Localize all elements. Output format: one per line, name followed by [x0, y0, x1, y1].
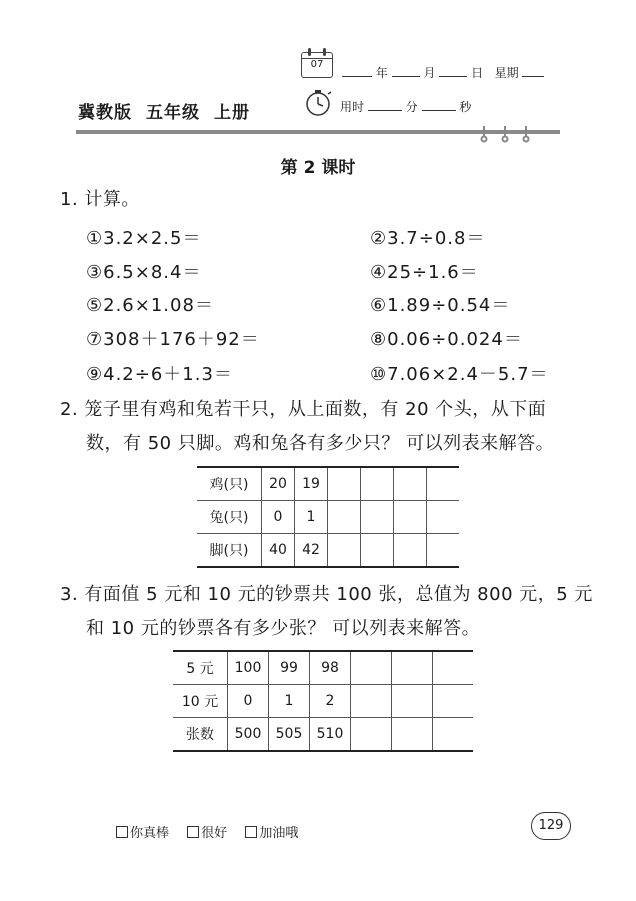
table-cell [427, 534, 460, 568]
binder-rings-decoration [478, 124, 538, 144]
question-3-line-1: 有面值 5 元和 10 元的钞票共 100 张，总值为 800 元，5 元 [84, 584, 593, 605]
table-cell: 2 [310, 685, 351, 718]
rating-option[interactable]: 你真棒 [116, 826, 169, 841]
checkbox-icon[interactable] [187, 826, 199, 838]
calc-item: ④25÷1.6＝ [370, 262, 479, 283]
table-row [197, 467, 459, 501]
table-cell [361, 534, 394, 568]
table-cell: 40 [262, 534, 295, 568]
rating-options [116, 822, 312, 841]
table-cell: 1 [269, 685, 310, 718]
calc-item: ⑧0.06÷0.024＝ [370, 329, 523, 350]
table-cell: 100 [228, 651, 269, 685]
table-cell: 0 [228, 685, 269, 718]
table-cell [392, 718, 433, 752]
question-2-text [60, 393, 590, 461]
question-3-number: 3. [60, 584, 79, 605]
calc-item: ②3.7÷0.8＝ [370, 228, 486, 249]
question-2-line-2: 数，有 50 只脚。鸡和兔各有多少只？ 可以列表来解答。 [86, 433, 555, 454]
table-cell [394, 501, 427, 534]
seconds-label: 秒 [459, 100, 472, 114]
calc-item: ③6.5×8.4＝ [86, 262, 202, 283]
minutes-label: 分 [405, 100, 418, 114]
lesson-title: 第 2 课时 [280, 158, 356, 178]
calc-item: ⑤2.6×1.08＝ [86, 295, 214, 316]
table-cell [328, 534, 361, 568]
calc-item: ⑨4.2÷6＋1.3＝ [86, 364, 233, 385]
table-cell [433, 651, 474, 685]
table-cell: 20 [262, 467, 295, 501]
stopwatch-icon [304, 89, 334, 117]
table-cell [433, 718, 474, 752]
question-3-line-2: 和 10 元的钞票各有多少张？ 可以列表来解答。 [86, 618, 481, 639]
row-header-cell: 兔(只) [197, 501, 262, 534]
book-publisher: 冀教版 [78, 103, 132, 123]
question-3-table [173, 650, 473, 752]
table-cell: 98 [310, 651, 351, 685]
book-grade: 五年级 [146, 103, 200, 123]
table-cell [392, 651, 433, 685]
question-2-line-1: 笼子里有鸡和兔若干只，从上面数，有 20 个头，从下面 [84, 399, 547, 420]
book-title [78, 98, 264, 123]
table-cell: 0 [262, 501, 295, 534]
table-cell [427, 501, 460, 534]
table-row [173, 685, 473, 718]
year-label: 年 [375, 66, 388, 80]
table-cell: 1 [295, 501, 328, 534]
table-cell [392, 685, 433, 718]
table-cell [394, 467, 427, 501]
table-cell [361, 467, 394, 501]
table-row [197, 501, 459, 534]
time-fields [340, 98, 471, 115]
table-cell [433, 685, 474, 718]
row-header-cell: 鸡(只) [197, 467, 262, 501]
question-2-number: 2. [60, 399, 79, 420]
table-row [173, 651, 473, 685]
calc-item: ⑩7.06×2.4－5.7＝ [370, 364, 549, 385]
checkbox-icon[interactable] [245, 826, 257, 838]
table-cell [351, 651, 392, 685]
table-cell: 42 [295, 534, 328, 568]
month-label: 月 [423, 66, 436, 80]
row-header-cell: 张数 [173, 718, 228, 752]
table-row [173, 718, 473, 752]
calendar-number: 07 [310, 59, 324, 70]
question-3-text [60, 578, 593, 646]
table-cell [394, 534, 427, 568]
time-used-label: 用时 [340, 100, 365, 114]
table-cell [328, 467, 361, 501]
table-cell: 505 [269, 718, 310, 752]
day-label: 日 [471, 66, 484, 80]
question-1-number: 1. [60, 189, 79, 210]
question-2-table [197, 466, 459, 568]
table-cell [351, 685, 392, 718]
table-cell: 500 [228, 718, 269, 752]
book-volume: 上册 [214, 103, 250, 123]
page-number: 129 [531, 812, 571, 840]
weekday-label: 星期 [494, 66, 519, 80]
row-header-cell: 5 元 [173, 651, 228, 685]
question-1-prompt: 计算。 [84, 189, 140, 210]
date-fields [342, 64, 544, 81]
table-cell [328, 501, 361, 534]
table-cell [427, 467, 460, 501]
rating-option[interactable]: 很好 [187, 826, 227, 841]
rating-option[interactable]: 加油哦 [245, 826, 298, 841]
calc-item: ①3.2×2.5＝ [86, 228, 202, 249]
question-1-header [60, 183, 140, 217]
checkbox-icon[interactable] [116, 826, 128, 838]
calc-item: ⑦308＋176＋92＝ [86, 329, 260, 350]
calendar-icon [301, 52, 333, 78]
table-cell [361, 501, 394, 534]
table-cell: 99 [269, 651, 310, 685]
row-header-cell: 10 元 [173, 685, 228, 718]
table-cell: 510 [310, 718, 351, 752]
row-header-cell: 脚(只) [197, 534, 262, 568]
calc-item: ⑥1.89÷0.54＝ [370, 295, 511, 316]
table-cell: 19 [295, 467, 328, 501]
table-cell [351, 718, 392, 752]
table-row [197, 534, 459, 568]
